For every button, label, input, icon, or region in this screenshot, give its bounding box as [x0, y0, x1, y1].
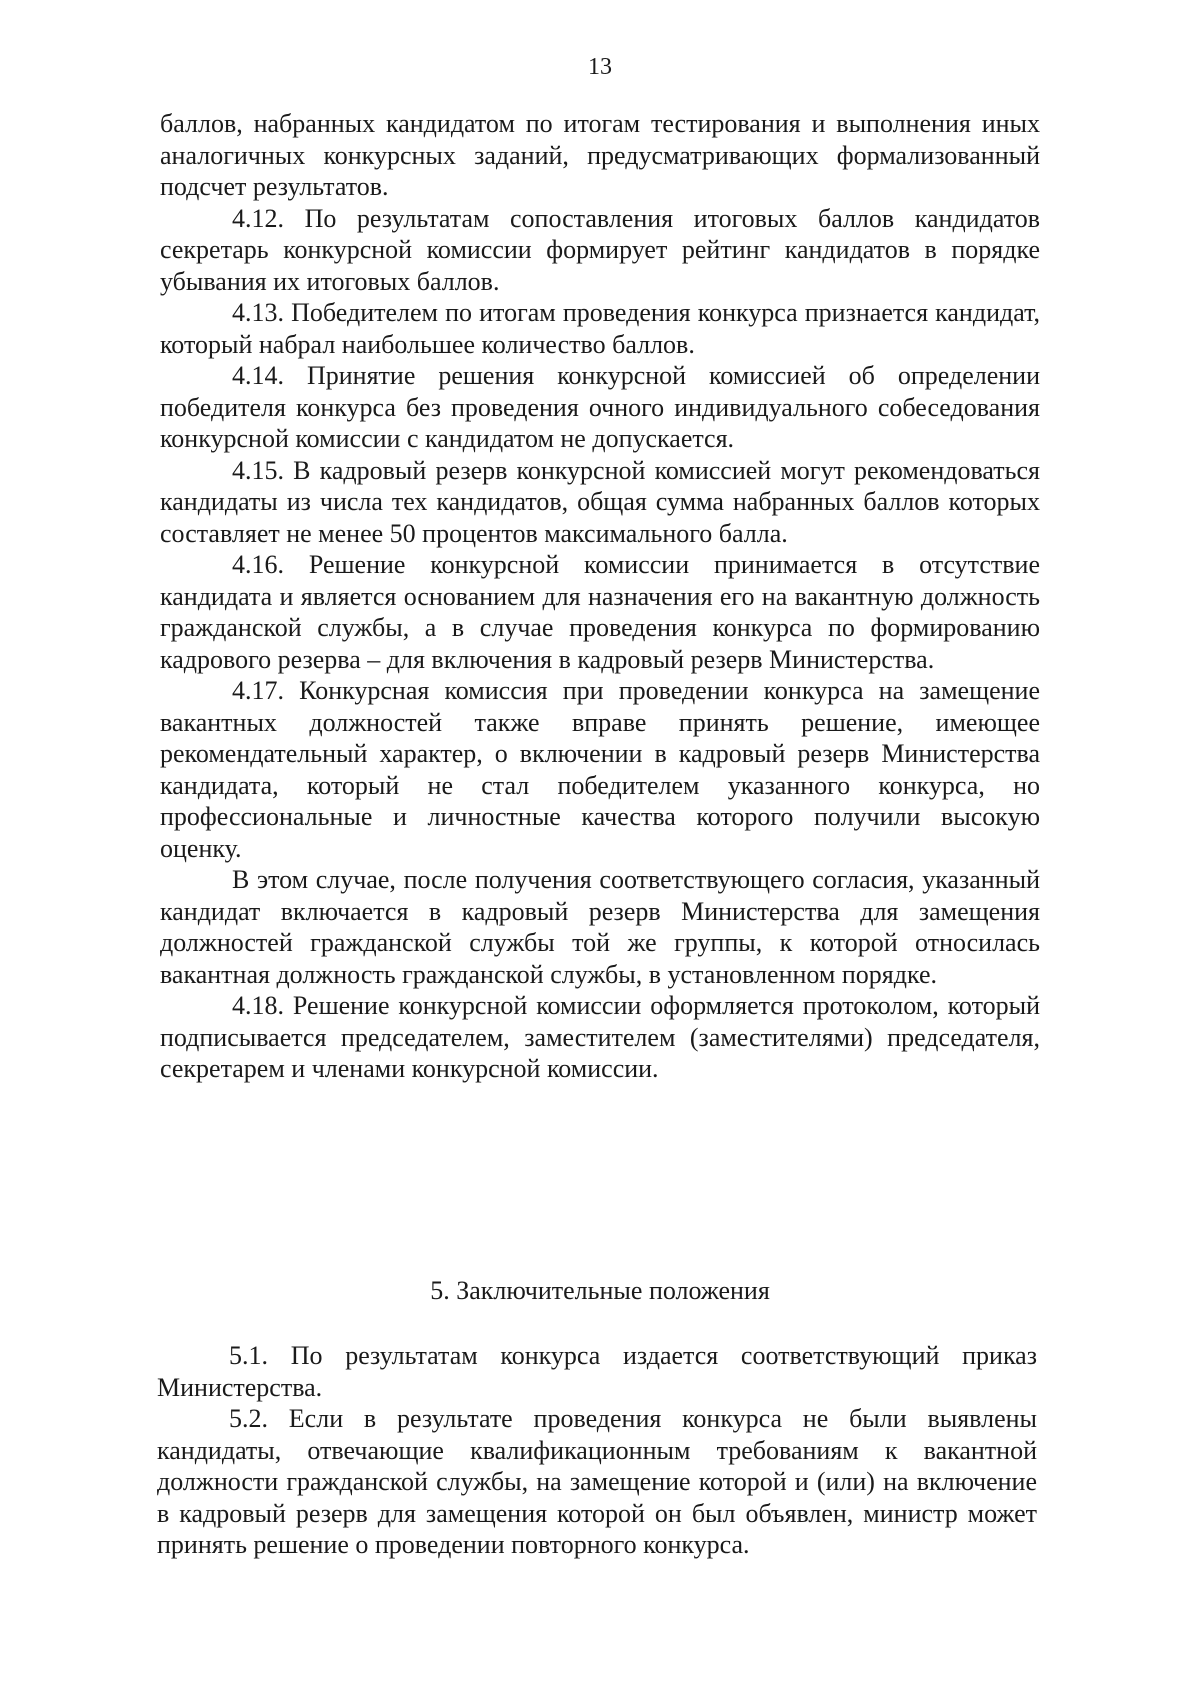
final-provisions	[157, 1340, 1037, 1561]
paragraph-4-16: 4.16. Решение конкурсной комиссии принимается в отсутствие кандидата и является основанием для назначения его на вакантную должность гражданской службы, а в случае проведения конкурса по формированию кадрового резерва – для включения в кадровый резерв Министерства.	[160, 550, 1040, 674]
paragraph-4-17: 4.17. Конкурсная комиссия при проведении конкурса на замещение вакантных должностей также вправе принять решение, имеющее рекомендательный характер, о включении в кадровый резерв Министерства кандидата, который не стал победителем указанного конкурса, но профессиональные и личностные качества которого получили высокую оценку.	[160, 676, 1040, 863]
section-heading: 5. Заключительные положения	[430, 1276, 770, 1305]
paragraph-4-18: 4.18. Решение конкурсной комиссии оформляется протоколом, который подписывается председателем, заместителем (заместителями) председателя, секретарем и членами конкурсной комиссии.	[160, 991, 1040, 1083]
paragraph-4-14: 4.14. Принятие решения конкурсной комиссией об определении победителя конкурса без проведения очного индивидуального собеседования конкурсной комиссии с кандидатом не допускается.	[160, 361, 1040, 453]
paragraph-4-17-continued: В этом случае, после получения соответствующего согласия, указанный кандидат включается в кадровый резерв Министерства для замещения должностей гражданской службы той же группы, к которой относилась вакантная должность гражданской службы, в установленном порядке.	[160, 865, 1040, 989]
paragraph-4-13: 4.13. Победителем по итогам проведения конкурса признается кандидат, который набрал наибольшее количество баллов.	[160, 298, 1040, 359]
paragraph-5-1: 5.1. По результатам конкурса издается соответствующий приказ Министерства.	[157, 1341, 1037, 1402]
paragraph-4-12: 4.12. По результатам сопоставления итоговых баллов кандидатов секретарь конкурсной комиссии формирует рейтинг кандидатов в порядке убывания их итоговых баллов.	[160, 203, 1040, 296]
paragraph-5-2: 5.2. Если в результате проведения конкурса не были выявлены кандидаты, отвечающие квалификационным требованиям к вакантной должности гражданской службы, на замещение которой и (или) на включение в кадровый резерв для замещения которой он был объявлен, министр может принять решение о проведении повторного конкурса.	[157, 1404, 1037, 1559]
paragraph-4-15: 4.15. В кадровый резерв конкурсной комиссией могут рекомендоваться кандидаты из числа тех кандидатов, общая сумма набранных баллов которых составляет не менее 50 процентов максимального балла.	[160, 455, 1040, 548]
paragraph-continuation: баллов, набранных кандидатом по итогам тестирования и выполнения иных аналогичных конкурсных заданий, предусматривающих формализованный подсчет результатов.	[160, 109, 1040, 201]
page-number: 13	[588, 54, 612, 80]
document-body	[160, 108, 1040, 1085]
